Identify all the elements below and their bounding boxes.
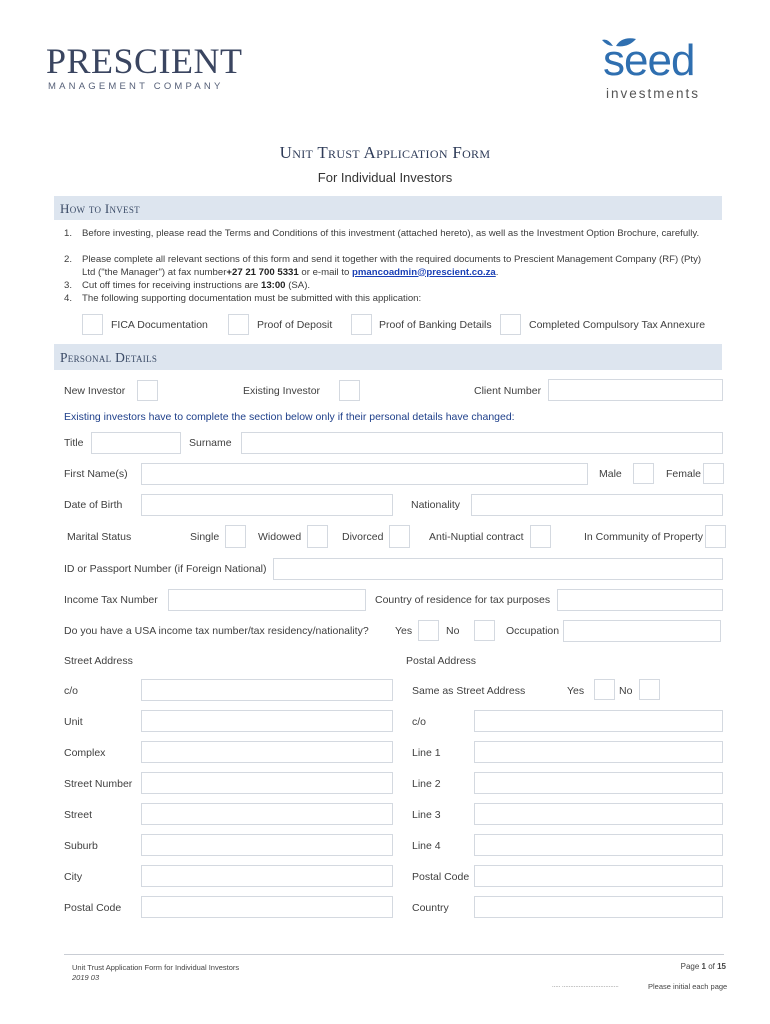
street-unit-field[interactable] (141, 710, 393, 732)
street-co-label: c/o (64, 685, 79, 697)
nationality-label: Nationality (411, 499, 461, 511)
page-number: Page 1 of 15 (680, 962, 726, 971)
fica-label: FICA Documentation (111, 319, 208, 331)
email-link[interactable]: pmancoadmin@prescient.co.za (352, 266, 496, 278)
street-field[interactable] (141, 803, 393, 825)
postal-line3-field[interactable] (474, 803, 723, 825)
street-complex-field[interactable] (141, 741, 393, 763)
same-yes-checkbox[interactable] (594, 679, 615, 700)
proof-of-deposit-label: Proof of Deposit (257, 319, 333, 331)
tax-annexure-label: Completed Compulsory Tax Annexure (529, 319, 706, 331)
usa-yes-checkbox[interactable] (418, 620, 439, 641)
title-label: Title (64, 437, 84, 449)
postal-address-heading: Postal Address (406, 655, 477, 667)
seed-logo-subtext: investments (606, 86, 701, 101)
how-to-invest-header (54, 196, 722, 220)
divorced-label: Divorced (342, 531, 384, 543)
existing-investor-note: Existing investors have to complete the section below only if their personal details have changed: (64, 411, 515, 423)
usa-question-label: Do you have a USA income tax number/tax residency/nationality? (64, 625, 369, 637)
male-checkbox[interactable] (633, 463, 654, 484)
client-number-label: Client Number (474, 385, 542, 397)
male-label: Male (599, 468, 622, 480)
postal-line4-label: Line 4 (412, 840, 441, 852)
occupation-label: Occupation (506, 625, 560, 637)
title-field[interactable] (91, 432, 181, 454)
divorced-checkbox[interactable] (389, 525, 410, 548)
widowed-checkbox[interactable] (307, 525, 328, 548)
postal-line4-field[interactable] (474, 834, 723, 856)
existing-investor-checkbox[interactable] (339, 380, 360, 401)
city-field[interactable] (141, 865, 393, 887)
postal-co-field[interactable] (474, 710, 723, 732)
id-passport-field[interactable] (273, 558, 723, 580)
street-label: Street (64, 809, 93, 821)
existing-investor-label: Existing Investor (243, 385, 321, 397)
street-address-heading: Street Address (64, 655, 133, 667)
marital-status-label: Marital Status (67, 531, 132, 543)
section-heading: How to Invest (60, 201, 140, 216)
city-label: City (64, 871, 83, 883)
street-unit-label: Unit (64, 716, 83, 728)
postal-co-label: c/o (412, 716, 427, 728)
new-investor-label: New Investor (64, 385, 126, 397)
income-tax-field[interactable] (168, 589, 366, 611)
proof-of-deposit-checkbox[interactable] (228, 314, 249, 335)
dob-field[interactable] (141, 494, 393, 516)
street-number-field[interactable] (141, 772, 393, 794)
postal-line2-field[interactable] (474, 772, 723, 794)
single-label: Single (190, 531, 220, 543)
suburb-field[interactable] (141, 834, 393, 856)
country-field[interactable] (474, 896, 723, 918)
occupation-field[interactable] (563, 620, 721, 642)
antenuptial-checkbox[interactable] (530, 525, 551, 548)
postal-code-field[interactable] (474, 865, 723, 887)
same-no-checkbox[interactable] (639, 679, 660, 700)
street-postal-code-label: Postal Code (64, 902, 122, 914)
single-checkbox[interactable] (225, 525, 246, 548)
first-names-field[interactable] (141, 463, 588, 485)
country-residence-label: Country of residence for tax purposes (375, 594, 551, 606)
id-passport-label: ID or Passport Number (if Foreign National) (64, 563, 267, 575)
prescient-logo-text: PRESCIENT (46, 41, 243, 81)
income-tax-label: Income Tax Number (64, 594, 158, 606)
suburb-label: Suburb (64, 840, 98, 852)
country-label: Country (412, 902, 449, 914)
prescient-logo (46, 42, 243, 92)
dob-label: Date of Birth (64, 499, 123, 511)
personal-details-header (54, 344, 722, 370)
same-as-street-label: Same as Street Address (412, 685, 526, 697)
footer-divider (64, 954, 724, 955)
female-label: Female (666, 468, 702, 480)
usa-yes-label: Yes (395, 625, 413, 637)
postal-line1-field[interactable] (474, 741, 723, 763)
community-checkbox[interactable] (705, 525, 726, 548)
initial-instruction: Please initial each page (648, 982, 728, 991)
postal-line3-label: Line 3 (412, 809, 441, 821)
seed-logo (600, 36, 725, 106)
usa-no-checkbox[interactable] (474, 620, 495, 641)
prescient-logo-subtext: MANAGEMENT COMPANY (48, 81, 224, 92)
usa-no-label: No (446, 625, 460, 637)
street-number-label: Street Number (64, 778, 133, 790)
postal-line2-label: Line 2 (412, 778, 441, 790)
female-checkbox[interactable] (703, 463, 724, 484)
antenuptial-label: Anti-Nuptial contract (429, 531, 524, 543)
proof-of-banking-label: Proof of Banking Details (379, 319, 492, 331)
fica-checkbox[interactable] (82, 314, 103, 335)
initial-line[interactable]: ..... .................................. (552, 983, 619, 989)
proof-of-banking-checkbox[interactable] (351, 314, 372, 335)
tax-annexure-checkbox[interactable] (500, 314, 521, 335)
surname-field[interactable] (241, 432, 723, 454)
surname-label: Surname (189, 437, 232, 449)
client-number-field[interactable] (548, 379, 723, 401)
first-names-label: First Name(s) (64, 468, 128, 480)
street-co-field[interactable] (141, 679, 393, 701)
street-complex-label: Complex (64, 747, 106, 759)
postal-line1-label: Line 1 (412, 747, 441, 759)
footer-date: 2019 03 (72, 973, 100, 982)
country-residence-field[interactable] (557, 589, 723, 611)
street-postal-code-field[interactable] (141, 896, 393, 918)
widowed-label: Widowed (258, 531, 302, 543)
community-label: In Community of Property (584, 531, 704, 543)
seed-logo-text: seed (603, 36, 695, 85)
same-no-label: No (619, 685, 633, 697)
nationality-field[interactable] (471, 494, 723, 516)
postal-code-label: Postal Code (412, 871, 470, 883)
same-yes-label: Yes (567, 685, 585, 697)
footer-form-name: Unit Trust Application Form for Individual Investors (72, 963, 240, 972)
form-title: Unit Trust Application Form (279, 143, 491, 162)
new-investor-checkbox[interactable] (137, 380, 158, 401)
section-heading: Personal Details (60, 350, 158, 365)
form-subtitle: For Individual Investors (317, 170, 453, 185)
